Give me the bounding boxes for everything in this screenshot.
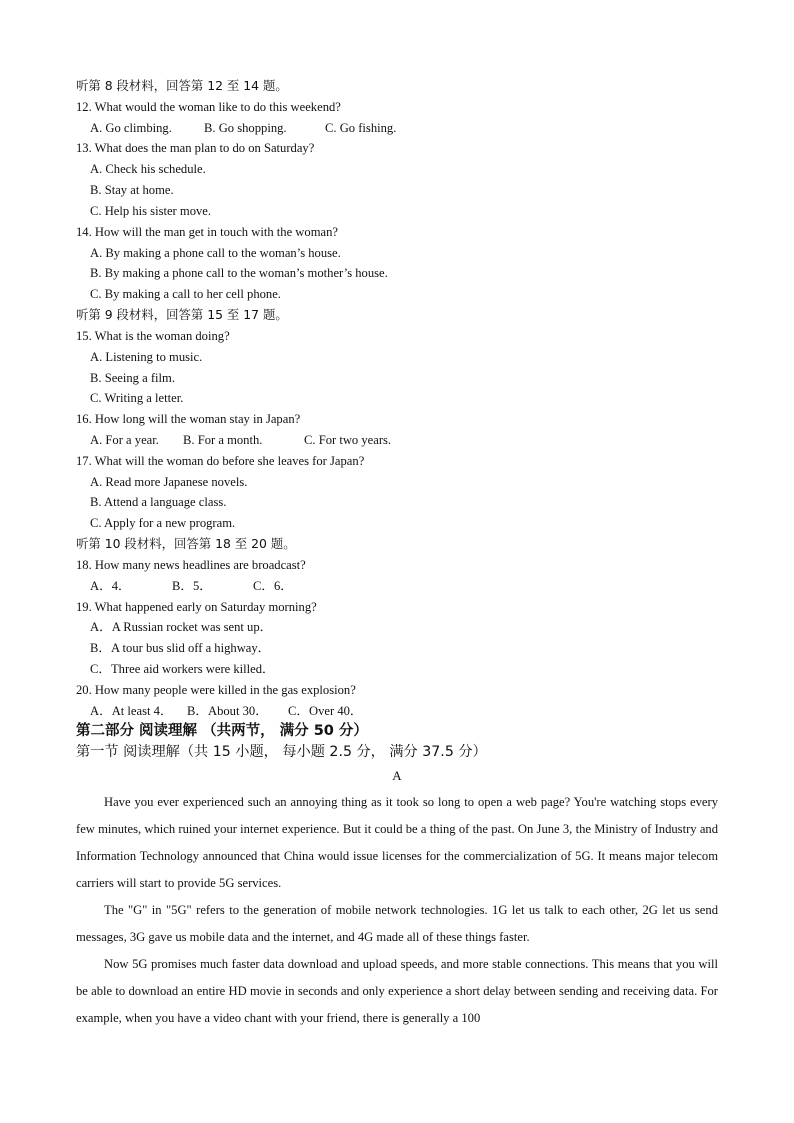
question-13: 13. What does the man plan to do on Saturday? bbox=[76, 141, 315, 155]
option-b: B. By making a phone call to the woman’s mother’s house. bbox=[90, 266, 388, 280]
section-one-title: 第一节 阅读理解（共 15 小题， 每小题 2.5 分， 满分 37.5 分） bbox=[76, 744, 487, 760]
option-b: B. Seeing a film. bbox=[90, 371, 175, 385]
option-c: C. For two years. bbox=[304, 433, 392, 447]
option-c: C. Help his sister move. bbox=[90, 204, 212, 218]
passage-label: A bbox=[392, 768, 402, 783]
material-10-heading: 听第 10 段材料，回答第 18 至 20 题。 bbox=[76, 536, 296, 551]
question-15: 15. What is the woman doing? bbox=[76, 329, 230, 343]
option-b: B．A tour bus slid off a highway． bbox=[90, 641, 271, 655]
material-8-heading: 听第 8 段材料，回答第 12 至 14 题。 bbox=[76, 78, 288, 93]
option-c: C. Apply for a new program. bbox=[90, 516, 236, 530]
question-19: 19. What happened early on Saturday morning? bbox=[76, 600, 317, 614]
option-a: A. Check his schedule. bbox=[90, 162, 206, 176]
question-17: 17. What will the woman do before she leaves for Japan? bbox=[76, 454, 365, 468]
part-two-title: 第二部分 阅读理解 （共两节， 满分 50 分） bbox=[76, 723, 368, 739]
option-a: A. For a year. bbox=[90, 433, 159, 447]
question-18: 18. How many news headlines are broadcast? bbox=[76, 558, 306, 572]
option-b: B．5． bbox=[172, 579, 212, 593]
option-a: A. By making a phone call to the woman’s house. bbox=[90, 246, 341, 260]
option-b: B. Go shopping. bbox=[204, 121, 287, 135]
question-14: 14. How will the man get in touch with the woman? bbox=[76, 225, 338, 239]
option-a: A．At least 4． bbox=[90, 704, 173, 718]
question-20: 20. How many people were killed in the gas explosion? bbox=[76, 683, 356, 697]
option-a: A. Read more Japanese novels. bbox=[90, 475, 248, 489]
option-a: A．4． bbox=[90, 579, 131, 593]
option-a: A．A Russian rocket was sent up． bbox=[90, 620, 273, 634]
option-c: C．Over 40． bbox=[288, 704, 363, 718]
passage-paragraph-1: Have you ever experienced such an annoying thing as it took so long to open a web page? You're watching stops every few minutes, which ruined your internet experience. But it could be a thing of the past. On June 3, the Ministry of Industry and Information Technology announced that China would issue licenses for the commercialization of 5G. It means major telecom carriers will start to provide 5G services. bbox=[76, 795, 718, 890]
option-b: B. Attend a language class. bbox=[90, 495, 227, 509]
option-c: C．6． bbox=[253, 579, 293, 593]
option-c: C. Writing a letter. bbox=[90, 391, 184, 405]
question-16-options bbox=[90, 432, 391, 448]
material-9-heading: 听第 9 段材料，回答第 15 至 17 题。 bbox=[76, 307, 288, 322]
passage-paragraph-3: Now 5G promises much faster data download and upload speeds, and more stable connections. This means that you will be able to download an entire HD movie in seconds and only experience a short delay between sending and receiving data. For example, when you have a video chant with your friend, there is generally a 100 bbox=[76, 957, 718, 1025]
option-b: B．About 30． bbox=[187, 704, 268, 718]
question-12-options bbox=[90, 120, 396, 136]
option-b: B. Stay at home. bbox=[90, 183, 174, 197]
option-c: C. By making a call to her cell phone. bbox=[90, 287, 281, 301]
question-20-options bbox=[90, 703, 363, 719]
option-c: C. Go fishing. bbox=[325, 121, 397, 135]
question-12: 12. What would the woman like to do this weekend? bbox=[76, 100, 341, 114]
question-16: 16. How long will the woman stay in Japan? bbox=[76, 412, 301, 426]
option-a: A. Listening to music. bbox=[90, 350, 203, 364]
passage-paragraph-2: The "G" in "5G" refers to the generation of mobile network technologies. 1G let us talk to each other, 2G let us send messages, 3G gave us mobile data and the internet, and 4G made all of these things faster. bbox=[76, 903, 718, 944]
question-18-options bbox=[90, 578, 293, 594]
option-c: C．Three aid workers were killed． bbox=[90, 662, 275, 676]
option-a: A. Go climbing. bbox=[90, 121, 172, 135]
option-b: B. For a month. bbox=[183, 433, 263, 447]
